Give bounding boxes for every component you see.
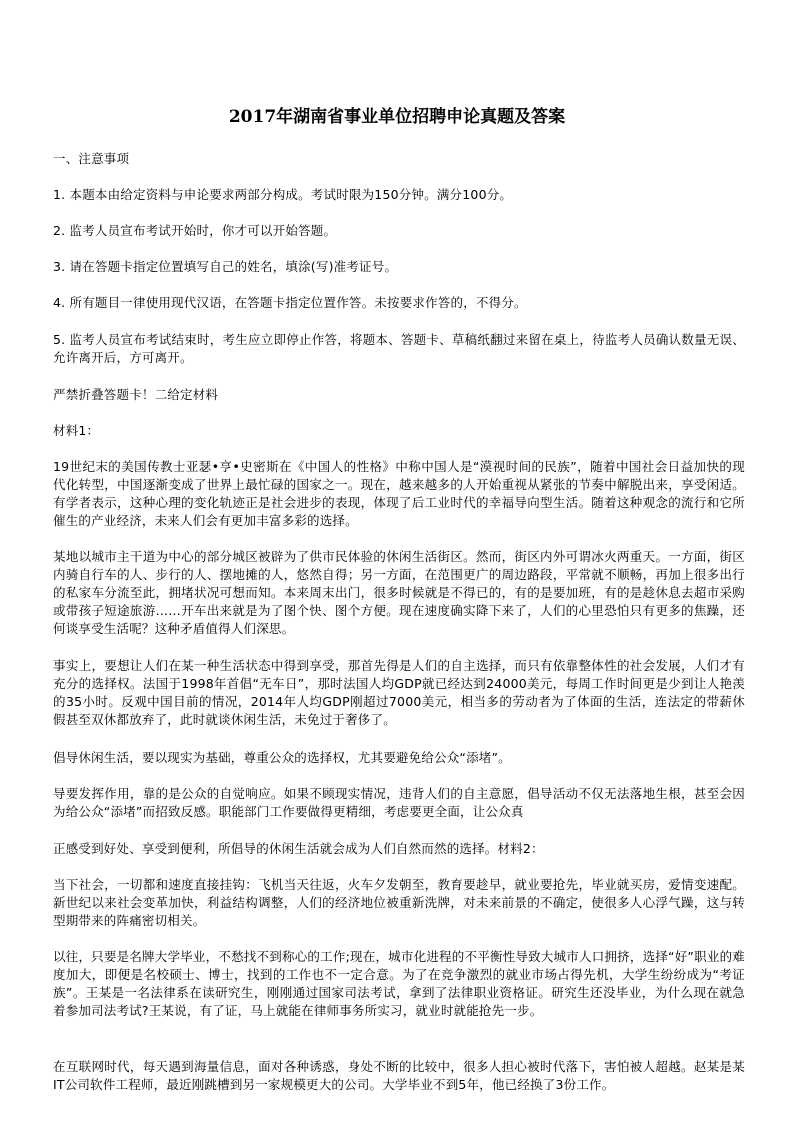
body-paragraph: 当下社会，一切都和速度直接挂钩：飞机当天往返，火车夕发朝至，教育要趁早，就业要抢先，毕业就买房，爱情变速配。新世纪以来社会变革加快，利益结构调整，人们的经济地位被重新洗牌，对未来前景的不确定，使很多人心浮气躁，这与转型期带来的阵痛密切相关。 [53,877,745,928]
body-paragraph: 以往，只要是名牌大学毕业，不愁找不到称心的工作;现在，城市化进程的不平衡性导致大城市人口拥挤，选择“好”职业的难度加大，即便是名校硕士、博士，找到的工作也不一定合意。为了在竞争激烈的就业市场占得先机，大学生纷纷成为“考证族”。王某是一名法律系在读研究生，刚刚通过国家司法考试，拿到了法律职业资格证。研究生还没毕业，为什么现在就急着参加司法考试?王某说，有了证，马上就能在律师事务所实习，就业时就能抢先一步。 [53,949,745,1018]
body-paragraph: 正感受到好处、享受到便利，所倡导的休闲生活就会成为人们自然而然的选择。材料2： [53,841,544,856]
note-item-2: 2. 监考人员宣布考试开始时，你才可以开始答题。 [53,223,337,238]
note-item-4: 4. 所有题目一律使用现代汉语，在答题卡指定位置作答。未按要求作答的，不得分。 [53,295,527,310]
note-item-1: 1. 本题本由给定资料与申论要求两部分构成。考试时限为150分钟。满分100分。 [53,187,513,202]
note-item-3: 3. 请在答题卡指定位置填写自己的姓名，填涂(写)准考证号。 [53,259,398,274]
body-paragraph: 19世纪末的美国传教士亚瑟•亨•史密斯在《中国人的性格》中称中国人是“漠视时间的民族”，随着中国社会日益加快的现代化转型，中国逐渐变成了世界上最忙碌的国家之一。现在，越来越多的人开始重视从紧张的节奏中解脱出来，享受闲适。有学者表示，这种心理的变化轨迹正是社会进步的表现，体现了后工业时代的幸福导向型生活。随着这种观念的流行和它所催生的产业经济，未来人们会有更加丰富多彩的选择。 [53,459,745,528]
body-paragraph: 事实上，要想让人们在某一种生活状态中得到享受，那首先得是人们的自主选择，而只有依靠整体性的社会发展，人们才有充分的选择权。法国于1998年首倡“无车日”，那时法国人均GDP就已经达到24000美元，每周工作时间更是少到让人艳羡的35小时。反观中国目前的情况，2014年人均GDP刚超过7000美元，相当多的劳动者为了体面的生活，连法定的带薪休假甚至双休都放弃了，此时就谈休闲生活，未免过于奢侈了。 [53,658,745,727]
body-paragraph: 某地以城市主干道为中心的部分城区被辟为了供市民体验的休闲生活街区。然而，街区内外可谓冰火两重天。一方面，街区内骑自行车的人、步行的人、摆地摊的人，悠然自得；另一方面，在范围更广的周边路段，平常就不顺畅，再加上很多出行的私家车分流至此，拥堵状况可想而知。本来周末出门，很多时候就是不得已的，有的是要加班，有的是趁休息去超市采购或带孩子短途旅游……开车出来就是为了图个快、图个方便。现在速度确实降下来了，人们的心里恐怕只有更多的焦躁，还何谈享受生活呢？这种矛盾值得人们深思。 [53,549,745,636]
body-paragraph: 导要发挥作用，靠的是公众的自觉响应。如果不顾现实情况，违背人们的自主意愿，倡导活动不仅无法落地生根，甚至会因为给公众“添堵”而招致反感。职能部门工作要做得更精细，考虑要更全面，让公众真 [53,786,745,819]
body-paragraph: 倡导休闲生活，要以现实为基础，尊重公众的选择权，尤其要避免给公众“添堵”。 [53,750,511,765]
note-item-5: 5. 监考人员宣布考试结束时，考生应立即停止作答，将题本、答题卡、草稿纸翻过来留在桌上，待监考人员确认数量无误、允许离开后，方可离开。 [53,332,745,365]
section-heading: 一、注意事项 [53,151,130,166]
material-1-label: 材料1： [53,423,100,438]
body-paragraph: 在互联网时代，每天遇到海量信息，面对各种诱惑，身处不断的比较中，很多人担心被时代落下，害怕被人超越。赵某是某IT公司软件工程师，最近刚跳槽到另一家规模更大的公司。大学毕业不到5年，他已经换了3份工作。 [53,1059,745,1092]
document-title: 2017年湖南省事业单位招聘申论真题及答案 [228,107,566,127]
warning-line: 严禁折叠答题卡！二给定材料 [53,387,219,402]
